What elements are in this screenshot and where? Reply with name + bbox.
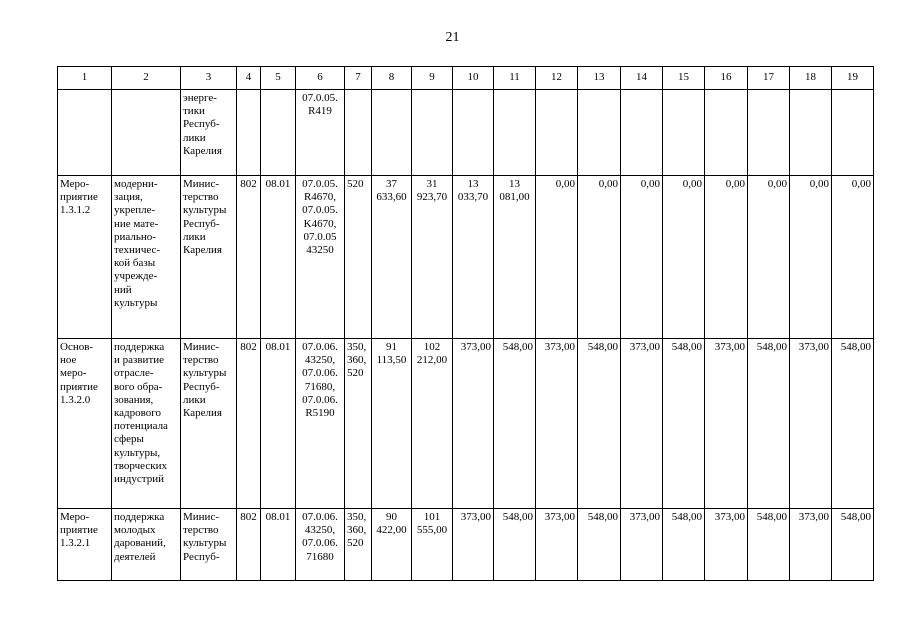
amount-cell: 0,00 — [578, 176, 621, 339]
section-code-cell — [261, 90, 296, 176]
amount-cell: 373,00 — [453, 339, 494, 509]
amount-cell: 37 633,60 — [372, 176, 412, 339]
amount-cell — [832, 90, 874, 176]
header-cell: 15 — [663, 67, 705, 90]
activity-code-cell: Меро- приятие 1.3.1.2 — [58, 176, 112, 339]
executor-cell: Минис- терство культуры Респуб- лики Карелия — [181, 176, 237, 339]
amount-cell — [536, 90, 578, 176]
activity-code-cell: Меро- приятие 1.3.2.1 — [58, 509, 112, 581]
header-cell: 19 — [832, 67, 874, 90]
section-code-cell: 08.01 — [261, 176, 296, 339]
amount-cell: 548,00 — [494, 339, 536, 509]
activity-name-cell: модерни- зация, укрепле- ние мате- риально- техничес- кой базы учрежде- ний культуры — [112, 176, 181, 339]
amount-cell — [790, 90, 832, 176]
activity-name-cell — [112, 90, 181, 176]
amount-cell: 0,00 — [621, 176, 663, 339]
amount-cell: 31 923,70 — [412, 176, 453, 339]
header-cell: 9 — [412, 67, 453, 90]
amount-cell: 373,00 — [705, 509, 748, 581]
amount-cell — [372, 90, 412, 176]
table-row — [58, 339, 874, 509]
amount-cell: 13 033,70 — [453, 176, 494, 339]
amount-cell — [453, 90, 494, 176]
amount-cell: 548,00 — [663, 509, 705, 581]
amount-cell: 373,00 — [536, 339, 578, 509]
amount-cell: 90 422,00 — [372, 509, 412, 581]
amount-cell — [494, 90, 536, 176]
expense-type-cell: 350, 360, 520 — [345, 339, 372, 509]
amount-cell: 13 081,00 — [494, 176, 536, 339]
amount-cell: 548,00 — [832, 509, 874, 581]
header-cell: 3 — [181, 67, 237, 90]
header-cell: 18 — [790, 67, 832, 90]
header-cell: 2 — [112, 67, 181, 90]
table-row — [58, 90, 874, 176]
amount-cell — [705, 90, 748, 176]
executor-cell: энерге- тики Респуб- лики Карелия — [181, 90, 237, 176]
amount-cell: 373,00 — [790, 509, 832, 581]
expense-type-cell — [345, 90, 372, 176]
header-cell: 4 — [237, 67, 261, 90]
header-cell: 6 — [296, 67, 345, 90]
amount-cell: 548,00 — [494, 509, 536, 581]
amount-cell: 548,00 — [578, 509, 621, 581]
amount-cell: 373,00 — [621, 339, 663, 509]
amount-cell: 548,00 — [748, 339, 790, 509]
executor-cell: Минис- терство культуры Респуб- — [181, 509, 237, 581]
table-row — [58, 176, 874, 339]
amount-cell: 373,00 — [453, 509, 494, 581]
ministry-code-cell: 802 — [237, 339, 261, 509]
header-cell: 16 — [705, 67, 748, 90]
header-cell: 12 — [536, 67, 578, 90]
amount-cell: 548,00 — [578, 339, 621, 509]
header-cell: 10 — [453, 67, 494, 90]
activity-name-cell: поддержка и развитие отрасле- вого обра- зования, кадрового потенциала сферы культуры, творческих индустрий — [112, 339, 181, 509]
header-cell: 11 — [494, 67, 536, 90]
target-article-cell: 07.0.06. 43250, 07.0.06. 71680 — [296, 509, 345, 581]
amount-cell — [578, 90, 621, 176]
activity-name-cell: поддержка молодых дарований, деятелей — [112, 509, 181, 581]
ministry-code-cell — [237, 90, 261, 176]
activity-code-cell — [58, 90, 112, 176]
section-code-cell: 08.01 — [261, 509, 296, 581]
amount-cell: 0,00 — [705, 176, 748, 339]
amount-cell: 548,00 — [832, 339, 874, 509]
amount-cell: 0,00 — [663, 176, 705, 339]
amount-cell: 91 113,50 — [372, 339, 412, 509]
amount-cell: 548,00 — [748, 509, 790, 581]
target-article-cell: 07.0.05. R4670, 07.0.05. K4670, 07.0.05 43250 — [296, 176, 345, 339]
header-cell: 1 — [58, 67, 112, 90]
amount-cell: 548,00 — [663, 339, 705, 509]
ministry-code-cell: 802 — [237, 176, 261, 339]
target-article-cell: 07.0.06. 43250, 07.0.06. 71680, 07.0.06. R5190 — [296, 339, 345, 509]
header-row — [58, 67, 874, 90]
expense-type-cell: 350, 360, 520 — [345, 509, 372, 581]
amount-cell: 0,00 — [790, 176, 832, 339]
header-cell: 14 — [621, 67, 663, 90]
header-cell: 8 — [372, 67, 412, 90]
amount-cell: 0,00 — [832, 176, 874, 339]
header-cell: 7 — [345, 67, 372, 90]
amount-cell: 101 555,00 — [412, 509, 453, 581]
amount-cell: 0,00 — [748, 176, 790, 339]
ministry-code-cell: 802 — [237, 509, 261, 581]
section-code-cell: 08.01 — [261, 339, 296, 509]
amount-cell: 0,00 — [536, 176, 578, 339]
amount-cell: 102 212,00 — [412, 339, 453, 509]
expense-type-cell: 520 — [345, 176, 372, 339]
target-article-cell: 07.0.05. R419 — [296, 90, 345, 176]
amount-cell — [748, 90, 790, 176]
header-cell: 17 — [748, 67, 790, 90]
page-number: 21 — [445, 30, 460, 45]
amount-cell — [621, 90, 663, 176]
amount-cell: 373,00 — [790, 339, 832, 509]
executor-cell: Минис- терство культуры Респуб- лики Карелия — [181, 339, 237, 509]
header-cell: 5 — [261, 67, 296, 90]
amount-cell: 373,00 — [621, 509, 663, 581]
amount-cell — [412, 90, 453, 176]
program-budget-table — [57, 66, 874, 581]
table-row — [58, 509, 874, 581]
amount-cell: 373,00 — [705, 339, 748, 509]
amount-cell: 373,00 — [536, 509, 578, 581]
amount-cell — [663, 90, 705, 176]
activity-code-cell: Основ- ное меро- приятие 1.3.2.0 — [58, 339, 112, 509]
header-cell: 13 — [578, 67, 621, 90]
